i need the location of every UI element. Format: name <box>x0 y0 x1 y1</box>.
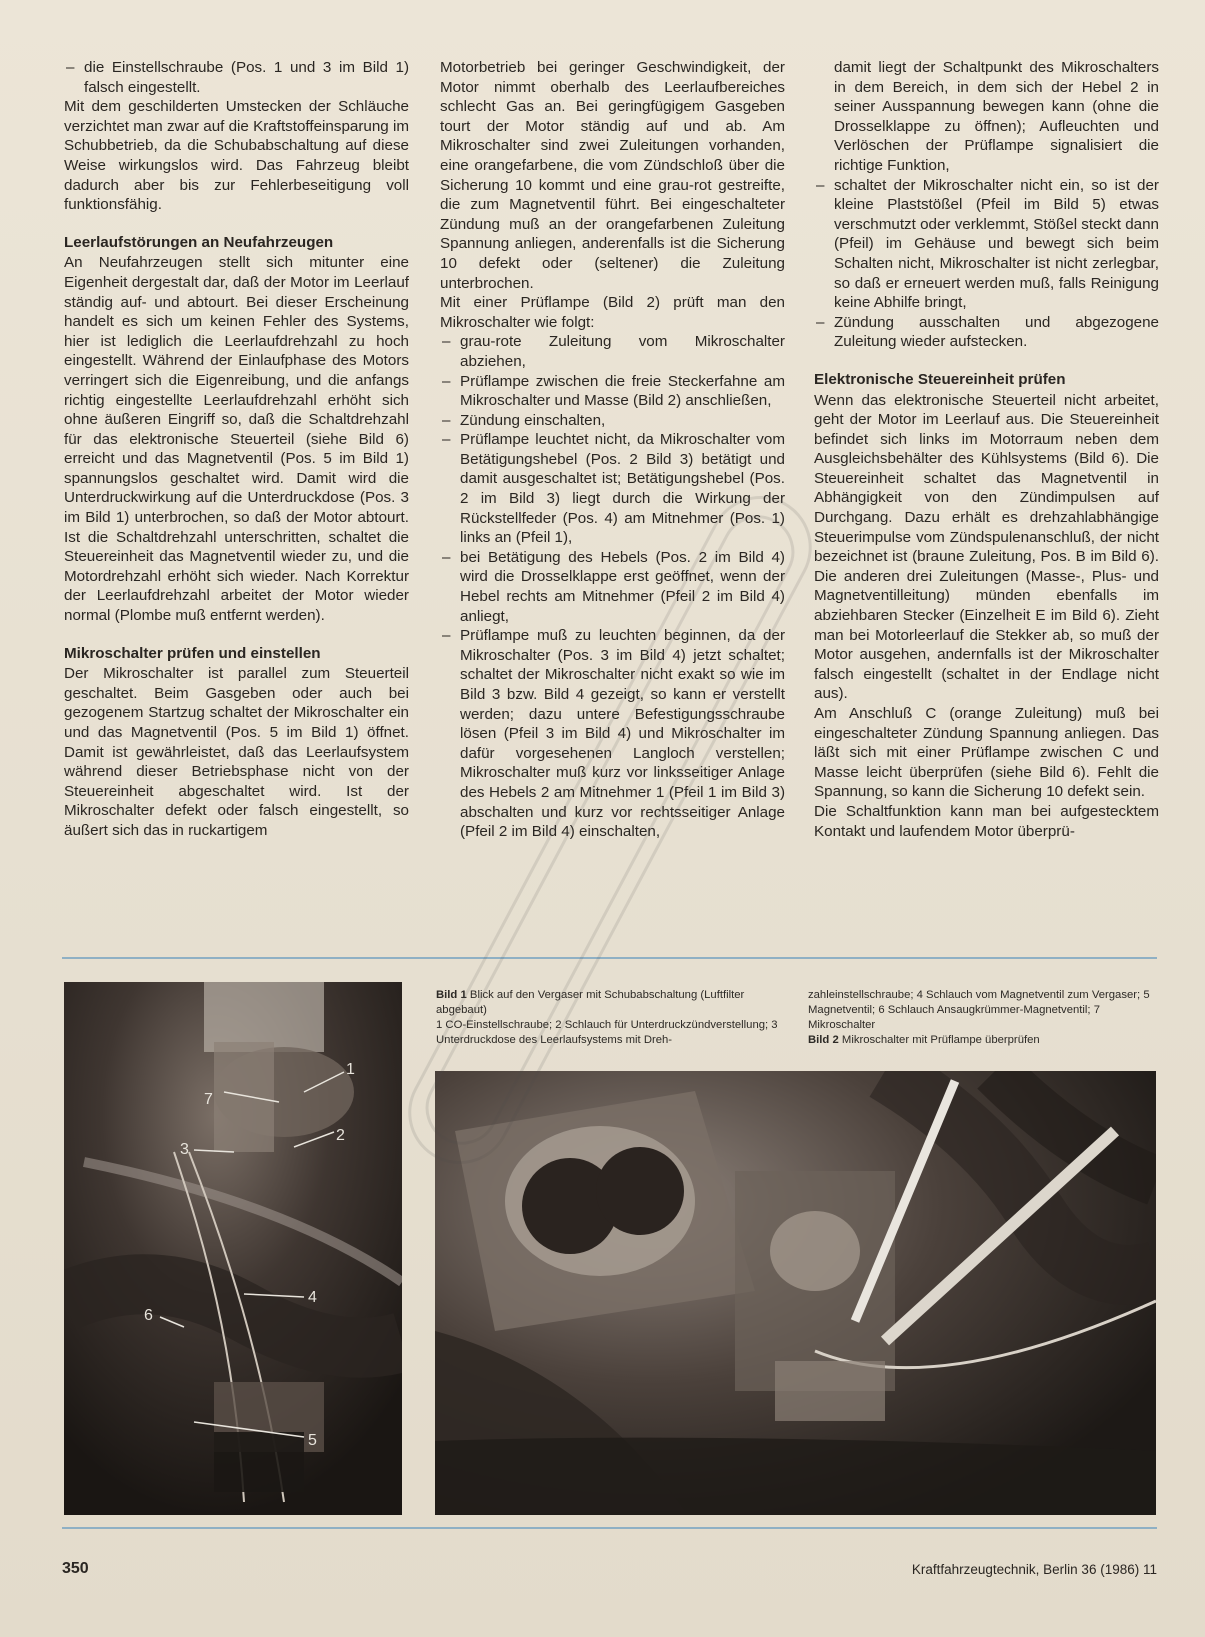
divider-rule-top <box>62 957 1157 959</box>
caption-bild1-items-cont: zahleinstellschraube; 4 Schlauch vom Magnetventil zum Vergaser; 5 Magnetventil; 6 Schlauch Ansaugkrümmer-Magnetventil; 7 Mikroschalter <box>808 989 1150 1031</box>
photo-bild-1 <box>64 982 402 1515</box>
paragraph: Der Mikroschalter ist parallel zum Steuerteil geschaltet. Beim Gasgeben oder auch bei gezogenem Startzug schaltet der Mikroschalter ein und das Magnetventil (Pos. 5 im Bild 1) öffnet. Damit ist gewährleistet, daß das Leerlaufsystem während dieser Betriebsphase nicht von der Steuereinheit abgeschaltet wird. Ist der Mikroschalter defekt oder falsch eingestellt, so äußert sich das in ruckartigem <box>64 665 409 839</box>
dash-list <box>64 58 409 97</box>
text-column-2 <box>440 58 785 842</box>
section-heading: Mikroschalter prüfen und einstellen <box>64 644 321 662</box>
divider-rule-bottom <box>62 1527 1157 1529</box>
text-column-1 <box>64 58 409 841</box>
paragraph: Mit einer Prüflampe (Bild 2) prüft man den Mikroschalter wie folgt: <box>440 294 785 331</box>
list-item: – schaltet der Mikroschalter nicht ein, so ist der kleine Plaststößel (Pfeil im Bild 5) etwas verschmutzt oder verklemmt, Stößel steckt dann (Pfeil) im Gehäuse und bewegt sich beim Schalten nicht, Mikroschalter ist nicht zerlegbar, so daß er erneuert werden muß, falls Reinigung keine Abhilfe bringt, <box>814 176 1159 313</box>
section-heading: Leerlaufstörungen an Neufahrzeugen <box>64 233 334 251</box>
list-item: – Prüflampe muß zu leuchten beginnen, da der Mikroschalter (Pos. 3 im Bild 4) jetzt schaltet; schaltet der Mikroschalter nicht exakt so wie im Bild 3 bzw. Bild 4 gezeigt, so kann er verstellt werden; dazu untere Befestigungsschraube lösen (Pfeil 3 im Bild 4) und Mikroschalter im dafür vorgesehenen Langloch verstellen; Mikroschalter muß kurz vor linksseitiger Anlage des Hebels 2 am Mitnehmer 1 (Pfeil 1 im Bild 3) abschalten und kurz vor rechtsseitiger Anlage (Pfeil 2 im Bild 4) einschalten, <box>440 626 785 842</box>
caption-right <box>808 988 1158 1048</box>
caption-bild1-title: Blick auf den Vergaser mit Schubabschaltung (Luftfilter abgebaut) <box>436 989 745 1016</box>
paragraph: Die Schaltfunktion kann man bei aufgestecktem Kontakt und laufendem Motor überprü- <box>814 802 1159 840</box>
section-heading: Elektronische Steuereinheit prüfen <box>814 370 1066 388</box>
paragraph: Mit dem geschilderten Umstecken der Schläuche verzichtet man zwar auf die Kraftstoffeinsparung im Schubbetrieb, da die Schubabschaltung auf diese Weise wirkungslos wird. Das Fahrzeug bleibt dadurch aber bis zur Fehlerbeseitigung voll funktionsfähig. <box>64 98 409 214</box>
photo-bild-2-image <box>435 1071 1156 1515</box>
caption-bild1-label: Bild 1 <box>436 989 467 1001</box>
dash-list <box>814 58 1159 352</box>
photo-label-1: 1 <box>346 1061 355 1078</box>
photo-bild-2 <box>435 1071 1156 1515</box>
caption-bild2-title: Mikroschalter mit Prüflampe überprüfen <box>841 1034 1040 1046</box>
paragraph: Am Anschluß C (orange Zuleitung) muß bei eingeschalteter Zündung Spannung anliegen. Das läßt sich mit einer Prüflampe zwischen C und Masse leicht überprüfen (siehe Bild 6). Fehlt die Spannung, so kann die Sicherung 10 defekt sein. <box>814 705 1159 801</box>
list-item: – bei Betätigung des Hebels (Pos. 2 im Bild 4) wird die Drosselklappe erst geöffnet, wenn der Hebel rechts am Mitnehmer (Pfeil 2 im Bild 4) anliegt, <box>440 548 785 626</box>
caption-bild1-items: 1 CO-Einstellschraube; 2 Schlauch für Unterdruckzündverstellung; 3 Unterdruckdose des Leerlaufsystems mit Dreh- <box>436 1019 778 1046</box>
photo-label-4: 4 <box>308 1289 317 1306</box>
paragraph: Wenn das elektronische Steuerteil nicht arbeitet, geht der Motor im Leerlauf aus. Die Steuereinheit befindet sich links im Motorraum neben dem Ausgleichsbehälter des Kühlsystems (Bild 6). Die Steuereinheit schaltet das Magnetventil in Abhängigkeit von den Zündimpulsen auf Durchgang. Dazu erhält es drehzahlabhängige Steuerimpulse vom Zündspulenanschluß, der nicht bezeichnet ist (braune Zuleitung, Pos. B im Bild 6). Die anderen drei Zuleitungen (Masse-, Plus- und Magnetventilleitung) münden ebenfalls im abziehbaren Stecker (Einzelheit E im Bild 6). Zieht man bei Motorleerlauf die Stekker ab, so muß der Motor ausgehen, andernfalls ist der Mikroschalter falsch eingestellt (schaltet in der Endlage nicht aus). <box>814 391 1159 703</box>
paragraph: An Neufahrzeugen stellt sich mitunter eine Eigenheit dergestalt dar, daß der Motor im Leerlauf ständig auf- und abtourt. Bei dieser Erscheinung handelt es sich um keinen Fehler des Systems, hier ist lediglich die Leerlaufdrehzahl zu hoch eingestellt. Während der Einlaufphase des Motors verringert sich die Eigenreibung, und die anfangs richtig eingestellte Leerlaufdrehzahl erhöht sich ohne äußeren Eingriff so, daß die Schaltdrehzahl für das elektronische Steuerteil (siehe Bild 6) erreicht und das Magnetventil (Pos. 5 im Bild 1) spannungslos geschaltet wird. Damit wird die Unterdruckwirkung auf die Unterdruckdose (Pos. 3 im Bild 1) unterbrochen, so daß der Motor abtourt. Ist die Schaltdrehzahl unterschritten, schaltet die Steuereinheit das Magnetventil wieder zu, und die Motordrehzahl erhöht sich wieder. Nach Korrektur der Leerlaufdrehzahl arbeitet der Motor wieder normal (Plombe muß entfernt werden). <box>64 254 409 625</box>
list-item: – grau-rote Zuleitung vom Mikroschalter abziehen, <box>440 332 785 371</box>
photo-label-6: 6 <box>144 1307 153 1324</box>
list-item: – Prüflampe leuchtet nicht, da Mikroschalter vom Betätigungshebel (Pos. 2 Bild 3) betätigt und damit ausgeschaltet ist; Betätigungshebel (Pos. 2 im Bild 3) liegt durch die Wirkung der Rückstellfeder (Pos. 4) am Mitnehmer (Pos. 1) links an (Pfeil 1), <box>440 430 785 548</box>
photo-label-3: 3 <box>180 1141 189 1158</box>
paragraph: Motorbetrieb bei geringer Geschwindigkeit, der Motor nimmt oberhalb des Leerlaufbereiches schlecht Gas an. Bei geringfügigem Gasgeben tourt der Motor ständig auf und ab. Am Mikroschalter sind zwei Zuleitungen vorhanden, eine orangefarbene, die vom Zündschloß über die Sicherung 10 kommt und eine grau-rot gestreifte, die zum Magnetventil führt. Bei eingeschalteter Zündung muß an der orangefarbenen Zuleitung Spannung anliegen, anderenfalls ist die Sicherung 10 defekt oder (seltener) die Zuleitung unterbrochen. <box>440 59 785 292</box>
caption-left <box>436 988 780 1048</box>
photo-bild-1-image <box>64 982 402 1515</box>
journal-citation: Kraftfahrzeugtechnik, Berlin 36 (1986) 11 <box>911 1562 1157 1577</box>
photo-label-7: 7 <box>204 1091 213 1108</box>
caption-bild2-label: Bild 2 <box>808 1034 839 1046</box>
list-item: – Prüflampe zwischen die freie Steckerfahne am Mikroschalter und Masse (Bild 2) anschließen, <box>440 372 785 411</box>
list-item: – Zündung einschalten, <box>440 411 785 431</box>
list-item: – die Einstellschraube (Pos. 1 und 3 im Bild 1) falsch eingestellt. <box>64 58 409 97</box>
dash-list <box>440 332 785 841</box>
text-column-3 <box>814 58 1159 841</box>
photo-label-5: 5 <box>308 1432 317 1449</box>
list-item: damit liegt der Schaltpunkt des Mikroschalters in dem Bereich, in dem sich der Hebel 2 in seiner Ausspannung bewegen kann (ohne die Drosselklappe zu öffnen); Aufleuchten und Verlöschen der Prüflampe signalisiert die richtige Funktion, <box>834 59 1159 174</box>
photo-label-2: 2 <box>336 1127 345 1144</box>
page-number: 350 <box>62 1560 89 1577</box>
list-item: – Zündung ausschalten und abgezogene Zuleitung wieder aufstecken. <box>814 313 1159 352</box>
